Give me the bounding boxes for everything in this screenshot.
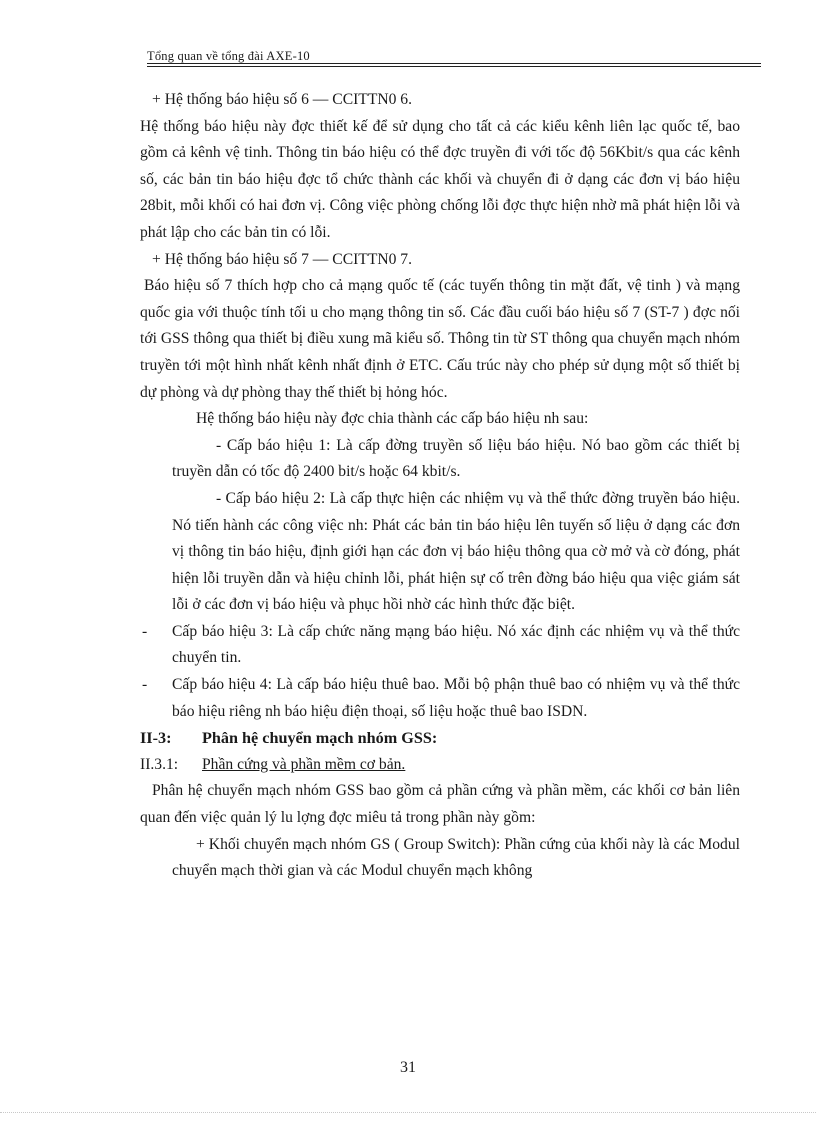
running-header: Tổng quan về tổng đài AXE-10 [147,49,310,63]
level-3-item [140,619,740,672]
level-1-item: - Cấp báo hiệu 1: Là cấp đờng truyền số liệu báo hiệu. Nó bao gồm các thiết bị truyền dẫn có tốc độ 2400 bit/s hoặc 64 kbit/s. [172,436,740,481]
subsection-heading [140,752,740,779]
item-ccitt-7: + Hệ thống báo hiệu số 7 — CCITTN0 7. [152,250,412,268]
level-2-item: - Cấp báo hiệu 2: Là cấp thực hiện các nhiệm vụ và thể thức đờng truyền báo hiệu. Nó tiến hành các công việc nh: Phát các bản tin báo hiệu lên tuyến số liệu ở dạng các đơn vị thông tin báo hiệu, định giới hạn các đơn vị báo hiệu thông qua cờ mở và cờ đóng, phát hiện lỗi truyền dẫn và hiệu chỉnh lỗi, phát hiện sự cố trên đờng báo hiệu qua việc giám sát lỗi ở các đơn vị báo hiệu và phục hồi nhờ các hình thức đặc biệt. [172,489,740,614]
item-ccitt-6: + Hệ thống báo hiệu số 6 — CCITTN0 6. [152,91,412,108]
dash-bullet: - [142,622,148,640]
section-heading [140,725,740,752]
section-number: II-3: [140,729,172,748]
subsection-title: Phần cứng và phần mềm cơ bản. [202,755,406,773]
level-3-text: Cấp báo hiệu 3: Là cấp chức năng mạng báo hiệu. Nó xác định các nhiệm vụ và thể thức chuyển tin. [172,622,740,667]
bottom-dotted-border [0,1112,816,1113]
subsection-number: II.3.1: [140,755,179,773]
paragraph-gs: + Khối chuyển mạch nhóm GS ( Group Switch): Phần cứng của khối này là các Modul chuyển mạch thời gian và các Modul chuyển mạch không [172,835,740,880]
body-text [140,87,740,885]
paragraph-signal-levels: Hệ thống báo hiệu này đợc chia thành các cấp báo hiệu nh sau: [196,410,589,428]
dash-bullet: - [142,676,148,694]
header-rule-top [147,63,761,64]
header-rule-bottom [147,66,761,67]
level-4-item [140,672,740,725]
paragraph-gss: Phân hệ chuyển mạch nhóm GSS bao gồm cả phần cứng và phần mềm, các khối cơ bản liên quan đến việc quản lý lu lợng đợc miêu tả trong phần này gồm: [140,782,740,827]
section-title: Phân hệ chuyển mạch nhóm GSS: [202,729,438,748]
paragraph-ccitt-7: Báo hiệu số 7 thích hợp cho cả mạng quốc tế (các tuyến thông tin mặt đất, vệ tinh ) và mạng quốc gia với thuộc tính tối u cho mạng thông tin số. Các đầu cuối báo hiệu số 7 (ST-7 ) đợc nối tới GSS thông qua thiết bị điều xung mã kiểu số. Thông tin từ ST thông qua chuyển mạch nhóm truyền tới một hình nhất kênh nhất định ở ETC. Cấu trúc này cho phép sử dụng một số thiết bị dự phòng và dự phòng thay thế thiết bị hỏng hóc. [140,277,740,401]
paragraph-ccitt-6: Hệ thống báo hiệu này đợc thiết kế để sử dụng cho tất cả các kiểu kênh liên lạc quốc tế, bao gồm cả kênh vệ tinh. Thông tin báo hiệu có thể đợc truyền đi với tốc độ 56Kbit/s qua các kênh số, các bản tin báo hiệu đợc tổ chức thành các khối và chuyển đi ở dạng các đơn vị báo hiệu 28bit, mỗi khối có hai đơn vị. Công việc phòng chống lỗi đợc thực hiện nhờ mã phát hiện lỗi và phát lập cho các bản tin có lỗi. [140,117,740,241]
level-4-text: Cấp báo hiệu 4: Là cấp báo hiệu thuê bao. Mỗi bộ phận thuê bao có nhiệm vụ và thể thức báo hiệu riêng nh báo hiệu điện thoại, số liệu hoặc thuê bao ISDN. [172,676,740,720]
page-number: 31 [400,1059,416,1076]
